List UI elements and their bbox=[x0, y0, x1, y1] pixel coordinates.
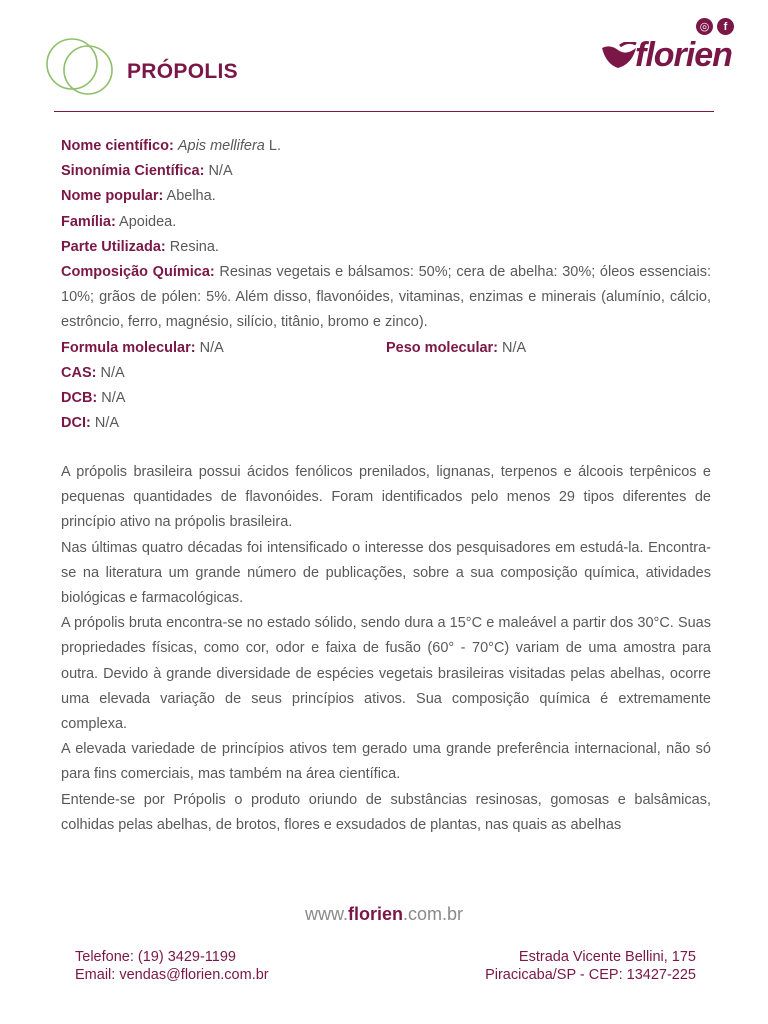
brand-logo bbox=[598, 16, 742, 78]
cas-label: CAS: bbox=[61, 364, 97, 381]
synonym-label: Sinonímia Científica: bbox=[61, 163, 205, 180]
cas-value: N/A bbox=[96, 364, 125, 381]
composition-value: Resinas vegetais e bálsamos: 50%; cera de abelha: 30%; óleos essenciais: 10%; grãos de pólen: 5%. Além disso, flavonóides, vitaminas, enzimas e minerais (alumínio, cálcio, estrôncio, ferro, magnésio, silício, titânio, bromo e zinco). bbox=[61, 264, 711, 331]
family-label: Família: bbox=[61, 213, 116, 230]
site-brand: florien bbox=[347, 904, 403, 924]
paragraph: Entende-se por Própolis o produto oriundo de substâncias resinosas, gomosas e balsâmicas, colhidas pelas abelhas, de brotos, flores e exsudados de plantas, nas quais as abelhas bbox=[61, 791, 711, 833]
synonym-value: N/A bbox=[204, 163, 233, 180]
dcb-row bbox=[61, 386, 711, 411]
formula-label: Formula molecular: bbox=[61, 339, 196, 356]
brand-name: florien bbox=[635, 36, 732, 74]
contact-info bbox=[75, 948, 269, 984]
scientific-name-suffix: L. bbox=[264, 138, 281, 154]
dci-row bbox=[61, 411, 711, 436]
header-divider bbox=[54, 111, 714, 112]
dci-value: N/A bbox=[90, 415, 120, 432]
popular-name-row bbox=[61, 184, 711, 209]
weight-label: Peso molecular: bbox=[386, 339, 499, 356]
site-suffix: .com.br bbox=[403, 904, 464, 924]
facebook-icon[interactable]: f bbox=[717, 18, 734, 35]
part-used-row bbox=[61, 235, 711, 260]
website-link[interactable] bbox=[0, 904, 768, 925]
composition-label: Composição Química: bbox=[61, 264, 215, 281]
family-row bbox=[61, 210, 711, 235]
cas-row bbox=[61, 361, 711, 386]
instagram-icon[interactable]: ◎ bbox=[696, 18, 713, 35]
dcb-label: DCB: bbox=[61, 390, 98, 407]
body-text bbox=[61, 460, 711, 838]
paragraph: Nas últimas quatro décadas foi intensificado o interesse dos pesquisadores em estudá-la. Encontra-se na literatura um grande número de publicações, sobre a sua composição química, atividades biológicas e farmacológicas. bbox=[61, 539, 711, 607]
address-info bbox=[485, 948, 696, 984]
composition-row bbox=[61, 260, 711, 336]
mortar-icon bbox=[600, 42, 638, 72]
paragraph: A própolis bruta encontra-se no estado sólido, sendo dura a 15°C e maleável a partir dos 30°C. Suas propriedades físicas, como cor, odor e faixa de fusão (60° - 70°C) variam de uma amostra para outra. Devido à grande diversidade de espécies vegetais brasileiras visitadas pelas abelhas, ocorre uma elevada variação de seus princípios ativos. Sua composição química é extremamente complexa. bbox=[61, 615, 711, 733]
page-title: PRÓPOLIS bbox=[127, 60, 238, 83]
molecular-row bbox=[61, 336, 711, 361]
product-fields bbox=[61, 134, 711, 436]
paragraph: A elevada variedade de princípios ativos tem gerado uma grande preferência internacional, não só para fins comerciais, mas também na área científica. bbox=[61, 741, 711, 783]
popular-name-label: Nome popular: bbox=[61, 188, 164, 205]
scientific-name-label: Nome científico: bbox=[61, 138, 174, 154]
scientific-name-value: Apis mellifera bbox=[177, 138, 265, 154]
popular-name-value: Abelha. bbox=[163, 188, 216, 205]
address-line-1: Estrada Vicente Bellini, 175 bbox=[518, 949, 696, 965]
site-prefix: www. bbox=[304, 904, 348, 924]
weight-value: N/A bbox=[498, 339, 527, 356]
dci-label: DCI: bbox=[61, 415, 91, 432]
formula-value: N/A bbox=[195, 339, 224, 356]
email-link[interactable]: Email: vendas@florien.com.br bbox=[75, 967, 269, 983]
synonym-row bbox=[61, 159, 711, 184]
part-used-value: Resina. bbox=[165, 238, 219, 255]
phone-text: Telefone: (19) 3429-1199 bbox=[75, 949, 236, 965]
family-value: Apoidea. bbox=[115, 213, 177, 230]
logo-circles-icon bbox=[42, 34, 120, 98]
part-used-label: Parte Utilizada: bbox=[61, 238, 166, 255]
paragraph: A própolis brasileira possui ácidos fenólicos prenilados, lignanas, terpenos e álcoois terpênicos e pequenas quantidades de flavonóides. Foram identificados pelo menos 29 tipos diferentes de princípio ativo na própolis brasileira. bbox=[61, 464, 711, 531]
dcb-value: N/A bbox=[97, 390, 126, 407]
address-line-2: Piracicaba/SP - CEP: 13427-225 bbox=[485, 967, 696, 983]
scientific-name-row bbox=[61, 134, 711, 159]
